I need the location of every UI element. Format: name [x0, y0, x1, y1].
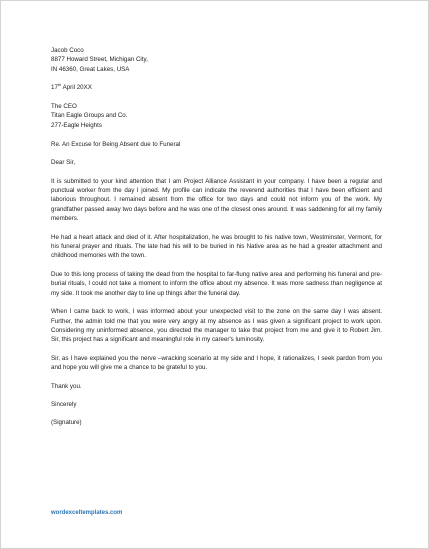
- sender-name: Jacob Coco: [51, 47, 84, 54]
- paragraph-5: Sir, as I have explained you the nerve –wracking scenario at my side and I hope, it rationalizes, I seek pardon from you and hope you will give me a chance to be grateful to you.: [51, 355, 382, 372]
- paragraph-3: Due to this long process of taking the dead from the hospital to far-flung native area and performing his funeral and pre-burial rituals, I could not take a moment to inform the office about my absence. It was more sadness than negligence at my side. It took me another day to line up things after the funeral day.: [51, 271, 382, 297]
- date-day: 17: [51, 84, 58, 92]
- sender-address: [51, 46, 382, 74]
- recipient-company: Titan Eagle Groups and Co.: [51, 112, 128, 120]
- salutation: Dear Sir,: [51, 159, 76, 167]
- letter-date: [51, 83, 382, 92]
- letter-body: [51, 46, 382, 428]
- date-suffix: th: [57, 82, 62, 88]
- sender-city: IN 46360, Great Lakes, USA: [51, 65, 130, 73]
- paragraph-2: He had a heart attack and died of it. After hospitalization, he was brought to his native town, Westminster, Vermont, for his funeral prayer and rituals. The late had his will to be buried in his Native area as he had a greater attachment and childhood memories with the town.: [51, 233, 382, 260]
- subject-line: Re. An Excuse for Being Absent due to Funeral: [51, 140, 181, 148]
- footer-watermark-link[interactable]: wordexceltemplates.com: [51, 510, 123, 516]
- date-rest: April 20XX: [61, 84, 92, 92]
- recipient-address-line: 277-Eagle Heights: [51, 121, 102, 129]
- paragraph-1: It is submitted to your kind attention that I am Project Alliance Assistant in your company. I have been a regular and punctual worker from the day I joined. My profile can indicate the reverend authorities that I have been efficient and laborious throughout. I remained absent from the office for two days and could not inform you of the work. My grandfather passed away two days before and he was one of the closest ones around. It was saddening for all my family members.: [51, 177, 382, 222]
- recipient-title: The CEO: [51, 103, 77, 111]
- signature-placeholder: (Signature): [51, 419, 82, 427]
- sign-off: Sincerely: [51, 401, 77, 409]
- paragraph-4: When I came back to work, I was informed about your unexpected visit to the zone on the same day I was absent. Further, the admin told me that you were very angry at my absence as I was given a significant project to work upon. Considering my uninformed absence, you directed the manager to take that project from me and give it to Robert Jim. Sir, this project has a significant and meaningful role in my career's luminosity.: [51, 308, 382, 344]
- thanks-line: Thank you.: [51, 382, 82, 390]
- recipient-address: [51, 102, 382, 130]
- sender-street: 8877 Howard Street, Michigan City,: [51, 56, 148, 64]
